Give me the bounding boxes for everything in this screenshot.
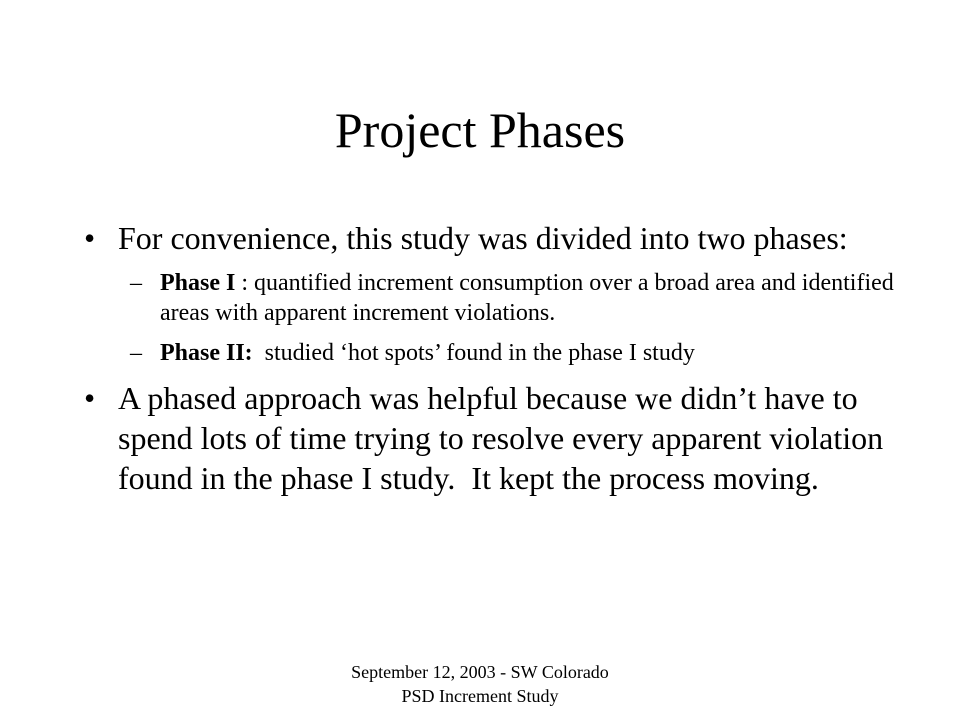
bullet-item xyxy=(84,378,904,498)
slide-content xyxy=(84,218,904,498)
slide-title: Project Phases xyxy=(334,102,626,158)
sub-bullet-text: studied ‘hot spots’ found in the phase I study xyxy=(252,340,695,366)
footer-study-name: PSD Increment Study xyxy=(401,686,559,706)
bullet-marker: • xyxy=(84,220,96,256)
sub-bullet-marker: – xyxy=(130,270,142,296)
bullet-marker: • xyxy=(84,380,96,416)
bullet-text: A phased approach was helpful because we didn’t have to spend lots of time trying to resolve every apparent violation found in the phase I study. It kept the process moving. xyxy=(118,380,892,496)
sub-bullet-item xyxy=(130,338,904,368)
phase-label: Phase II: xyxy=(160,340,253,366)
bullet-text: For convenience, this study was divided into two phases: xyxy=(118,220,848,256)
sub-bullet-item xyxy=(130,268,904,328)
sub-bullet-marker: – xyxy=(130,340,142,366)
bullet-item xyxy=(84,218,904,258)
footer-date-location: September 12, 2003 - SW Colorado xyxy=(351,662,609,682)
sub-bullet-text: : quantified increment consumption over a broad area and identified areas with apparent increment violations. xyxy=(160,270,894,326)
phase-label: Phase I xyxy=(160,270,236,296)
sub-bullet-list xyxy=(130,268,904,368)
slide-footer xyxy=(0,660,960,708)
